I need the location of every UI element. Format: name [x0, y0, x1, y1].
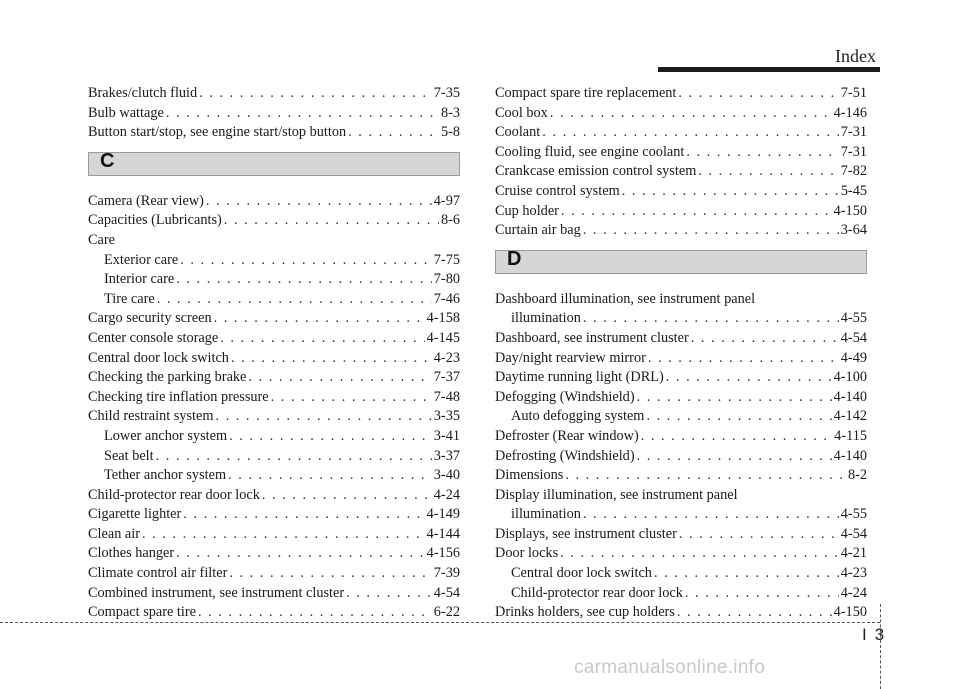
index-entry: Central door lock switch . . . 4-23	[88, 349, 460, 369]
index-entry: Checking the parking brake . . . 7-37	[88, 368, 460, 388]
index-entry: Daytime running light (DRL) . . . 4-100	[495, 368, 867, 388]
index-subentry: Exterior care . . . 7-75	[88, 251, 460, 271]
index-entry: Displays, see instrument cluster . . . 4-54	[495, 525, 867, 545]
index-entry: Cooling fluid, see engine coolant . . . 7-31	[495, 143, 867, 163]
page-title: Index	[835, 46, 876, 66]
index-entry: Checking tire inflation pressure . . . 7-48	[88, 388, 460, 408]
index-entry: Defroster (Rear window) . . . 4-115	[495, 427, 867, 447]
index-entry: Dimensions . . . 8-2	[495, 466, 867, 486]
index-entry: Child restraint system . . . 3-35	[88, 407, 460, 427]
index-entry: Cup holder . . . 4-150	[495, 202, 867, 222]
index-entry: Defrosting (Windshield) . . . 4-140	[495, 447, 867, 467]
index-entry: Drinks holders, see cup holders . . . 4-150	[495, 603, 867, 623]
index-subentry: Central door lock switch . . . 4-23	[495, 564, 867, 584]
index-entry: Cool box . . . 4-146	[495, 104, 867, 124]
index-entry-heading: Care	[88, 231, 115, 248]
index-entry: Bulb wattage . . . 8-3	[88, 104, 460, 124]
index-column-left	[88, 84, 460, 623]
index-entry: Clean air . . . 4-144	[88, 525, 460, 545]
section-header-c	[88, 149, 460, 176]
index-entry: Climate control air filter . . . 7-39	[88, 564, 460, 584]
page-number-value: 3	[874, 625, 885, 644]
index-subentry: illumination . . . 4-55	[495, 505, 867, 525]
index-entry-heading: Display illumination, see instrument panel	[495, 486, 738, 503]
index-subentry: Tire care . . . 7-46	[88, 290, 460, 310]
index-subentry: Seat belt . . . 3-37	[88, 447, 460, 467]
index-entry: Compact spare tire . . . 6-22	[88, 603, 460, 623]
section-letter: C	[100, 149, 115, 172]
section-header-d	[495, 247, 867, 274]
index-entry: Curtain air bag . . . 3-64	[495, 221, 867, 241]
index-entry: Camera (Rear view) . . . 4-97	[88, 192, 460, 212]
index-entry: Center console storage . . . 4-145	[88, 329, 460, 349]
section-marker: I	[862, 625, 867, 644]
index-entry: Door locks . . . 4-21	[495, 544, 867, 564]
index-subentry: Lower anchor system . . . 3-41	[88, 427, 460, 447]
index-entry: Combined instrument, see instrument cluster . . . 4-54	[88, 584, 460, 604]
header-bar	[658, 67, 880, 72]
index-entry: Brakes/clutch fluid . . . 7-35	[88, 84, 460, 104]
page-number	[862, 625, 884, 645]
section-letter: D	[507, 247, 522, 270]
footer-rule	[0, 622, 880, 623]
index-entry: Child-protector rear door lock . . . 4-24	[88, 486, 460, 506]
index-entry: Compact spare tire replacement . . . 7-51	[495, 84, 867, 104]
index-entry: Clothes hanger . . . 4-156	[88, 544, 460, 564]
watermark: carmanualsonline.info	[574, 657, 766, 678]
footer-vertical-rule	[880, 604, 881, 689]
index-subentry: Interior care . . . 7-80	[88, 270, 460, 290]
index-entry: Day/night rearview mirror . . . 4-49	[495, 349, 867, 369]
index-subentry: Tether anchor system . . . 3-40	[88, 466, 460, 486]
index-entry: Cruise control system . . . 5-45	[495, 182, 867, 202]
index-entry: Cargo security screen . . . 4-158	[88, 309, 460, 329]
index-entry: Cigarette lighter . . . 4-149	[88, 505, 460, 525]
index-entry: Capacities (Lubricants) . . . 8-6	[88, 211, 460, 231]
index-entry: Coolant . . . 7-31	[495, 123, 867, 143]
index-entry: Defogging (Windshield) . . . 4-140	[495, 388, 867, 408]
index-entry: Dashboard, see instrument cluster . . . 4-54	[495, 329, 867, 349]
index-subentry: illumination . . . 4-55	[495, 309, 867, 329]
index-entry-heading: Dashboard illumination, see instrument panel	[495, 290, 756, 307]
index-subentry: Auto defogging system . . . 4-142	[495, 407, 867, 427]
index-subentry: Child-protector rear door lock . . . 4-24	[495, 584, 867, 604]
index-entry: Crankcase emission control system . . . 7-82	[495, 162, 867, 182]
index-column-right	[495, 84, 867, 623]
index-entry: Button start/stop, see engine start/stop button . . . 5-8	[88, 123, 460, 143]
